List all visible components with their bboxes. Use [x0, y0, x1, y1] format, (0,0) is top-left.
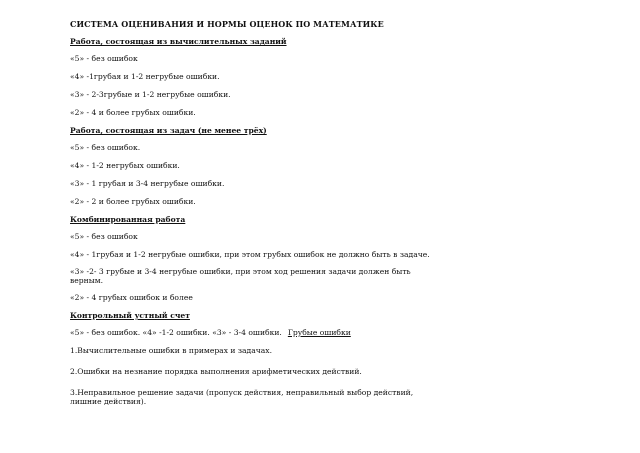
grade-line: «2» - 4 и более грубых ошибки.: [70, 108, 196, 117]
grade-line: «3» - 2-3грубые и 1-2 негрубые ошибки.: [70, 90, 231, 99]
grade-line: «4» - 1грубая и 1-2 негрубые ошибки, при этом грубых ошибок не должно быть в задаче.: [70, 250, 430, 259]
grade-line: «3» - 1 грубая и 3-4 негрубые ошибки.: [70, 179, 225, 188]
grade-line: «3» -2- 3 грубые и 3-4 негрубые ошибки, при этом ход решения задачи должен быть верным.: [70, 267, 411, 285]
section-heading-oral-count: Контрольный устный счет: [70, 311, 190, 320]
grade-line: «5» - без ошибок: [70, 54, 138, 63]
numbered-item: 1.Вычислительные ошибки в примерах и задачах.: [70, 346, 272, 355]
grade-line: «2» - 2 и более грубых ошибки.: [70, 197, 196, 206]
gross-errors-label: Грубые ошибки: [287, 328, 351, 337]
oral-count-line: [70, 328, 440, 337]
grade-line: «5» - без ошибок.: [70, 143, 141, 152]
section-heading-computational: Работа, состоящая из вычислительных заданий: [70, 37, 287, 46]
grade-line: «5» - без ошибок: [70, 232, 138, 241]
numbered-item: 3.Неправильное решение задачи (пропуск действия, неправильный выбор действий, лишние действия).: [70, 388, 414, 406]
document-title: СИСТЕМА ОЦЕНИВАНИЯ И НОРМЫ ОЦЕНОК ПО МАТЕМАТИКЕ: [70, 19, 384, 29]
section-heading-combined: Комбинированная работа: [70, 215, 186, 224]
section-heading-problems: Работа, состоящая из задач (не менее трёх): [70, 126, 267, 135]
grade-line: «4» - 1-2 негрубых ошибки.: [70, 161, 180, 170]
oral-count-grades: «5» - без ошибок. «4» -1-2 ошибки. «3» - 3-4 ошибки.: [70, 328, 282, 337]
grade-line: «2» - 4 грубых ошибок и более: [70, 293, 193, 302]
numbered-item: 2.Ошибки на незнание порядка выполнения арифметических действий.: [70, 367, 362, 376]
document-page: [70, 20, 440, 418]
grade-line: «4» -1грубая и 1-2 негрубые ошибки.: [70, 72, 220, 81]
